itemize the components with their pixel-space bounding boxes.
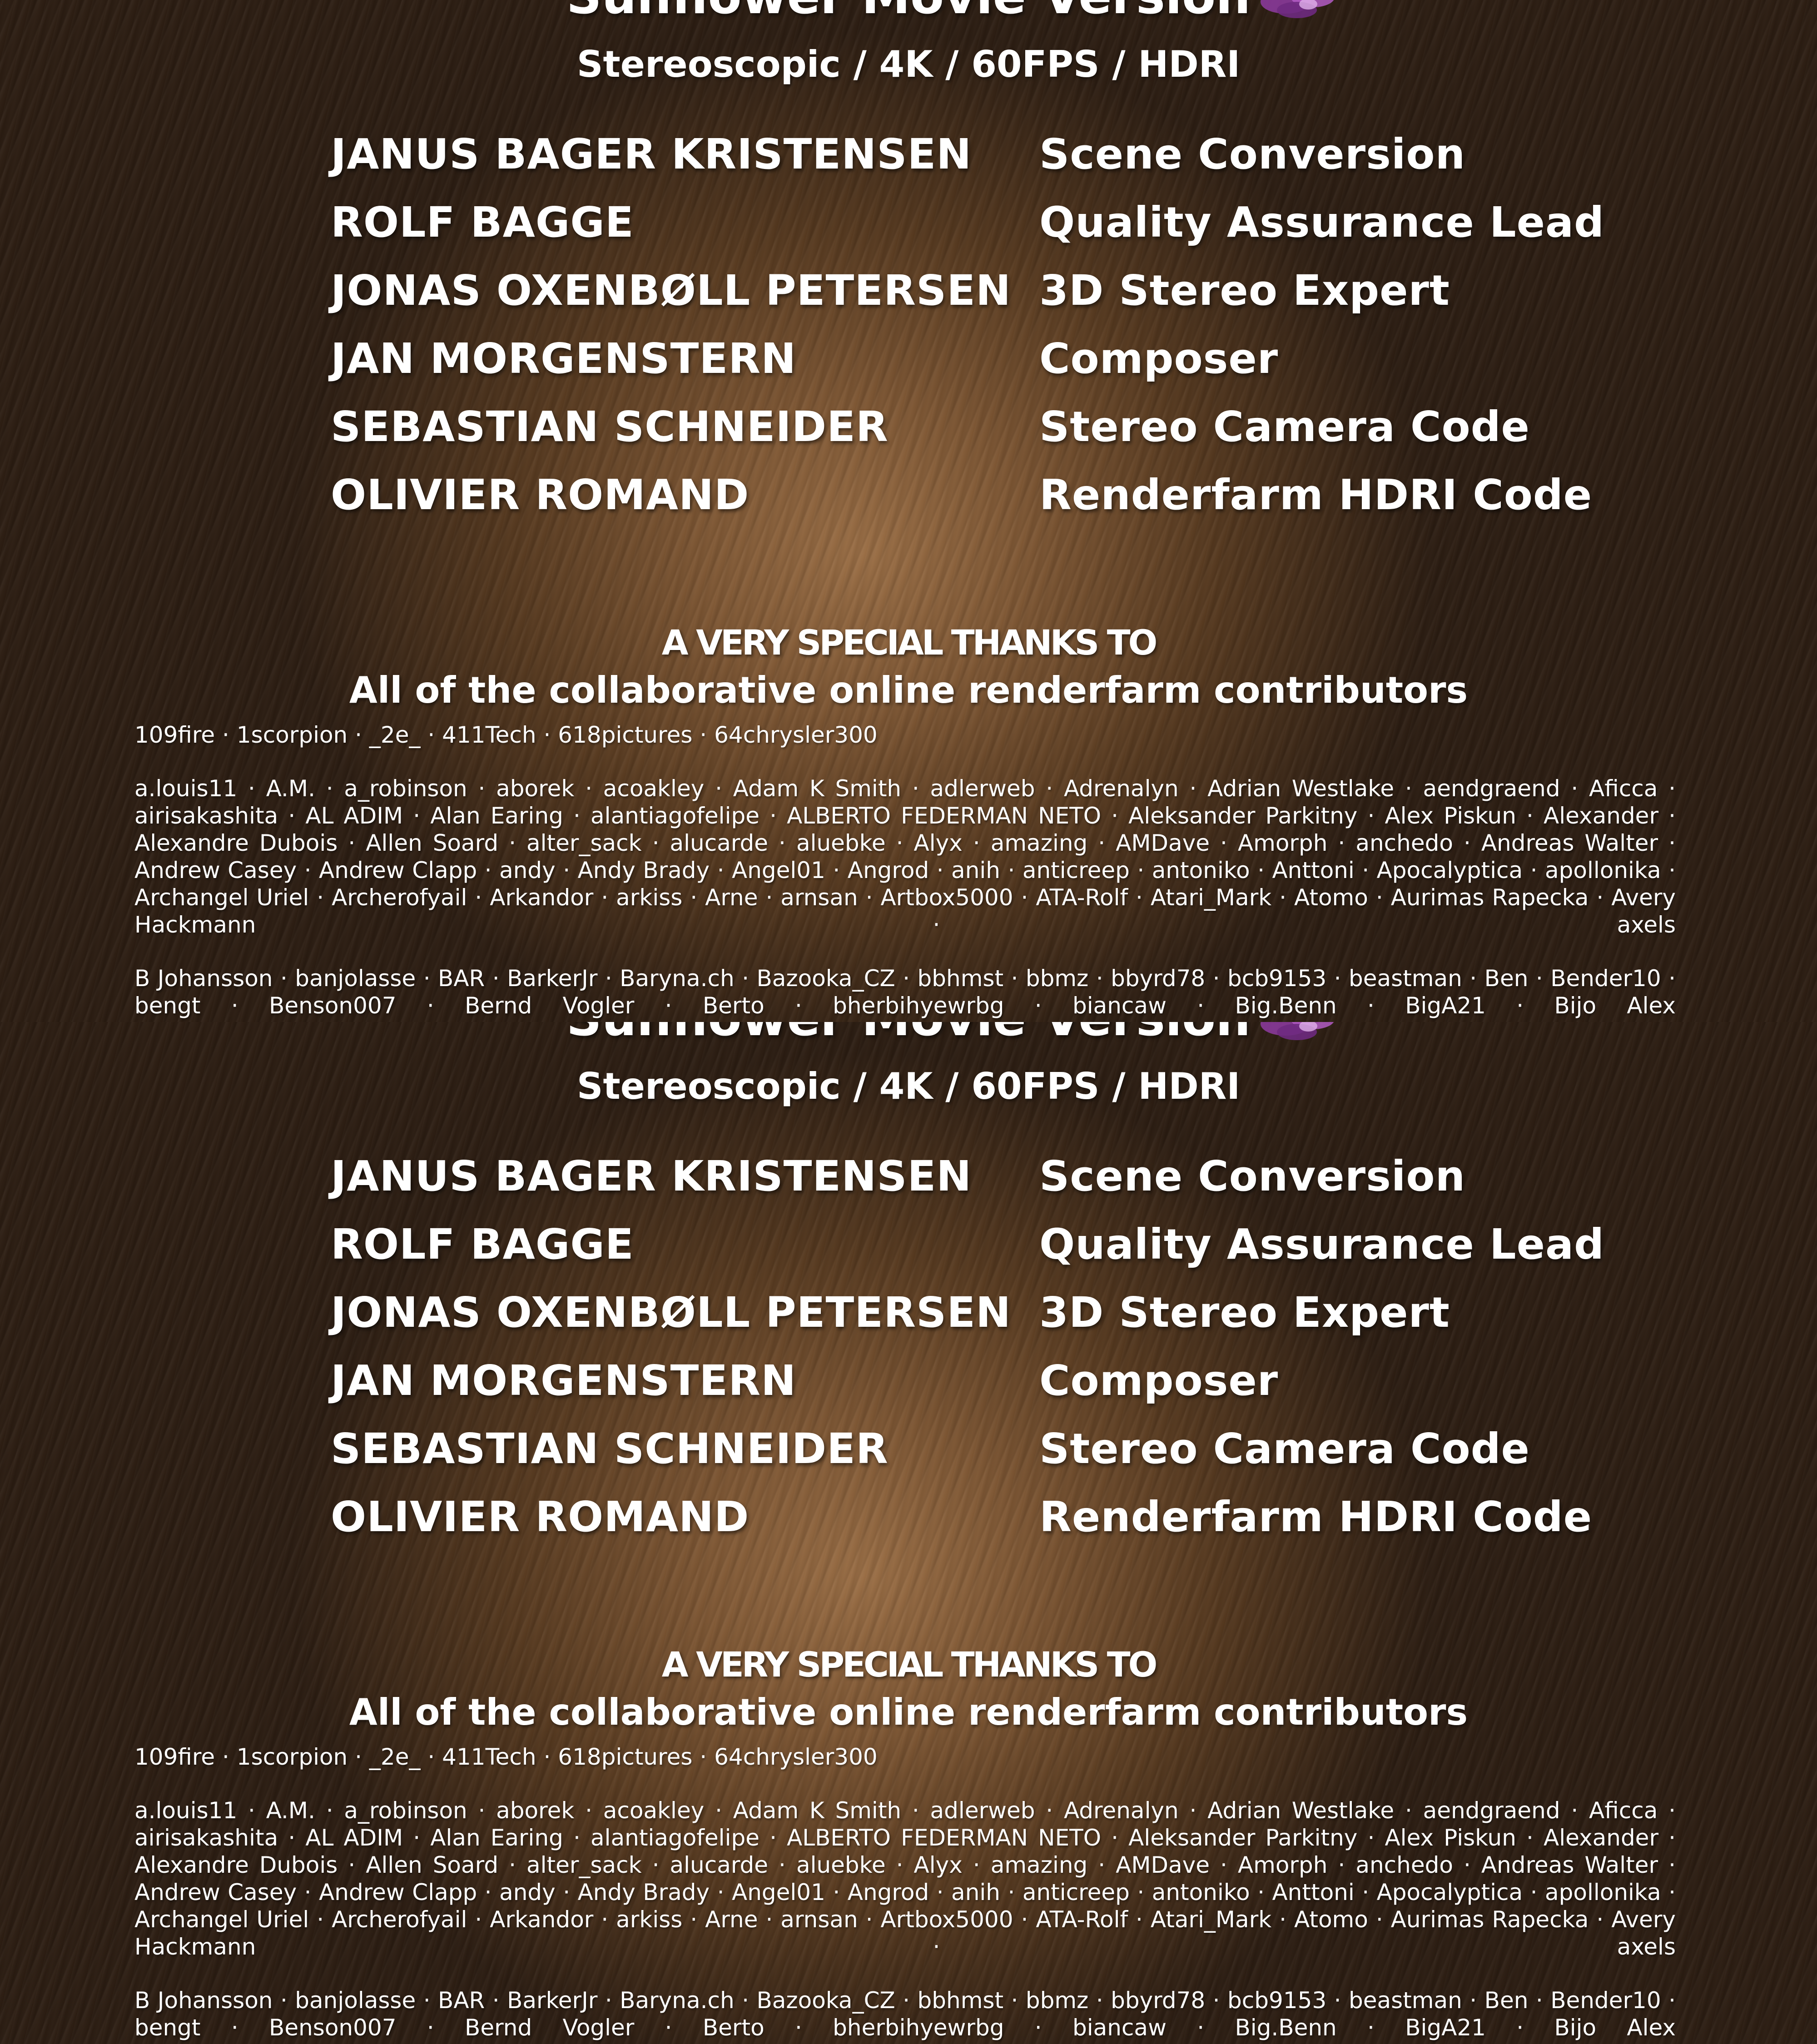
credit-name: JANUS BAGER KRISTENSEN: [331, 123, 972, 186]
credit-name: SEBASTIAN SCHNEIDER: [331, 395, 889, 459]
credit-role: Scene Conversion: [1039, 123, 1465, 186]
credit-role: Composer: [1039, 1349, 1278, 1413]
credit-role: 3D Stereo Expert: [1039, 259, 1450, 322]
contributor-group-a: a.louis11 · A.M. · a_robinson · aborek · acoakley · Adam K Smith · adlerweb · Adrenalyn · Adrian Westlake · aendgraend · Aficca · airisakashita · AL ADIM · Alan Earing · alantiagofelipe · ALBERTO FEDERMAN NETO · Aleksander Parkitny · Alex Piskun · Alexander · Alexandre Dubois · Allen Soard · alter_sack · alucarde · aluebke · Alyx · amazing · AMDave · Amorph · anchedo · Andreas Walter · Andrew Casey · Andrew Clapp · andy · Andy Brady · Angel01 · Angrod · anih · anticreep · antoniko · Anttoni · Apocalyptica · apollonika · Archangel Uriel · Archerofyail · Arkandor · arkiss · Arne · arnsan · Artbox5000 · ATA-Rolf · Atari_Mark · Atomo · Aurimas Rapecka · Avery Hackmann · axels: [134, 1797, 1676, 1960]
credit-name: JAN MORGENSTERN: [331, 1349, 796, 1413]
credit-role: Stereo Camera Code: [1039, 1417, 1530, 1481]
contributor-group-a: a.louis11 · A.M. · a_robinson · aborek · acoakley · Adam K Smith · adlerweb · Adrenalyn · Adrian Westlake · aendgraend · Aficca · airisakashita · AL ADIM · Alan Earing · alantiagofelipe · ALBERTO FEDERMAN NETO · Aleksander Parkitny · Alex Piskun · Alexander · Alexandre Dubois · Allen Soard · alter_sack · alucarde · aluebke · Alyx · amazing · AMDave · Amorph · anchedo · Andreas Walter · Andrew Casey · Andrew Clapp · andy · Andy Brady · Angel01 · Angrod · anih · anticreep · antoniko · Anttoni · Apocalyptica · apollonika · Archangel Uriel · Archerofyail · Arkandor · arkiss · Arne · arnsan · Artbox5000 · ATA-Rolf · Atari_Mark · Atomo · Aurimas Rapecka · Avery Hackmann · axels: [134, 775, 1676, 938]
credit-name: JONAS OXENBØLL PETERSEN: [331, 259, 1011, 322]
special-thanks-heading: A VERY SPECIAL THANKS TO: [0, 620, 1817, 665]
credit-name: OLIVIER ROMAND: [331, 1485, 749, 1549]
credit-role: 3D Stereo Expert: [1039, 1281, 1450, 1344]
movie-subtitle: Stereoscopic / 4K / 60FPS / HDRI: [0, 1064, 1817, 1109]
special-thanks-heading: A VERY SPECIAL THANKS TO: [0, 1642, 1817, 1687]
credit-name: JONAS OXENBØLL PETERSEN: [331, 1281, 1011, 1344]
contributor-group-digits: 109fire · 1scorpion · _2e_ · 411Tech · 618pictures · 64chrysler300: [134, 721, 1676, 749]
credit-name: ROLF BAGGE: [331, 1213, 634, 1276]
special-thanks-subheading: All of the collaborative online renderfarm contributors: [0, 668, 1817, 713]
credit-role: Scene Conversion: [1039, 1145, 1465, 1208]
credit-name: JANUS BAGER KRISTENSEN: [331, 1145, 972, 1208]
credit-role: Quality Assurance Lead: [1039, 1213, 1604, 1276]
contributor-group-b: B Johansson · banjolasse · BAR · BarkerJr · Baryna.ch · Bazooka_CZ · bbhmst · bbmz · bbyrd78 · bcb9153 · beastman · Ben · Bender10 · bengt · Benson007 · Bernd Vogler · Berto · bherbihyewrbg · biancaw · Big.Benn · BigA21 · Bijo Alex: [134, 1987, 1676, 2041]
contributor-group-b: B Johansson · banjolasse · BAR · BarkerJr · Baryna.ch · Bazooka_CZ · bbhmst · bbmz · bbyrd78 · bcb9153 · beastman · Ben · Bender10 · bengt · Benson007 · Bernd Vogler · Berto · bherbihyewrbg · biancaw · Big.Benn · BigA21 · Bijo Alex: [134, 965, 1676, 1019]
credit-name: JAN MORGENSTERN: [331, 327, 796, 391]
special-thanks-subheading: All of the collaborative online renderfarm contributors: [0, 1690, 1817, 1735]
credit-name: SEBASTIAN SCHNEIDER: [331, 1417, 889, 1481]
credit-role: Renderfarm HDRI Code: [1039, 463, 1592, 527]
credit-role: Renderfarm HDRI Code: [1039, 1485, 1592, 1549]
contributor-group-digits: 109fire · 1scorpion · _2e_ · 411Tech · 618pictures · 64chrysler300: [134, 1743, 1676, 1771]
credit-role: Quality Assurance Lead: [1039, 191, 1604, 254]
movie-subtitle: Stereoscopic / 4K / 60FPS / HDRI: [0, 42, 1817, 87]
credit-name: OLIVIER ROMAND: [331, 463, 749, 527]
credit-name: ROLF BAGGE: [331, 191, 634, 254]
credit-role: Stereo Camera Code: [1039, 395, 1530, 459]
credit-role: Composer: [1039, 327, 1278, 391]
